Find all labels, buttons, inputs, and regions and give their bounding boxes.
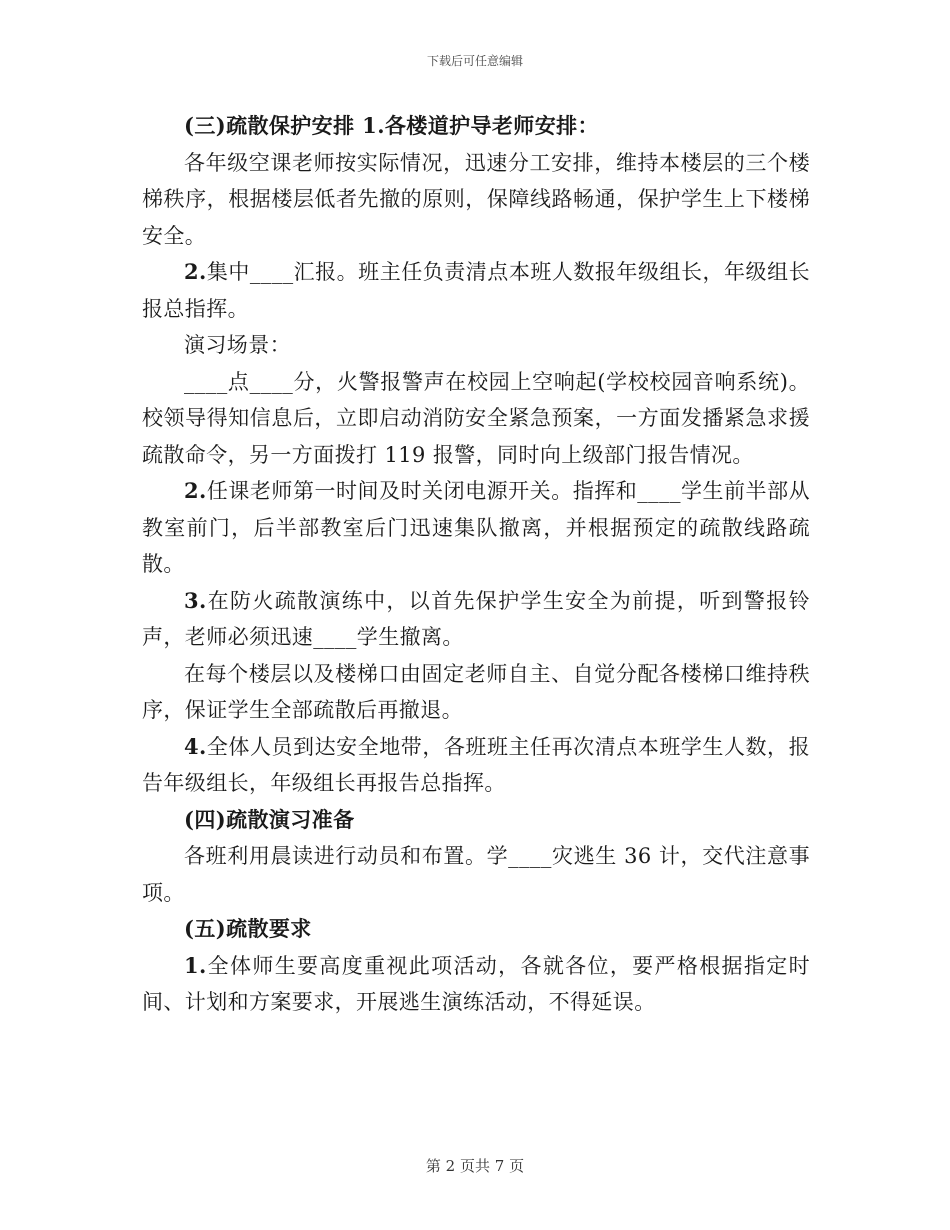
paragraph-text: 集中____汇报。班主任负责清点本班人数报年级组长，年级组长报总指挥。 [142, 260, 810, 321]
page-header: 下载后可任意编辑 [426, 54, 523, 68]
paragraph-text: 全体人员到达安全地带，各班班主任再次清点本班学生人数，报告年级组长，年级组长再报告总指挥。 [142, 734, 810, 795]
paragraph-text: 各班利用晨读进行动员和布置。学____灾逃生 36 计，交代注意事项。 [142, 844, 810, 905]
section-heading-5 [142, 911, 810, 948]
item-number: 2. [184, 478, 207, 503]
numbered-paragraph [142, 729, 810, 802]
paragraph-text: (四)疏散演习准备 [184, 806, 355, 832]
item-number: 4. [184, 733, 207, 759]
paragraph-text: (三)疏散保护安排 1.各楼道护导老师安排： [184, 113, 599, 138]
paragraph-text: 各年级空课老师按实际情况，迅速分工安排，维持本楼层的三个楼梯秩序，根据楼层低者先撤的原则，保障线路畅通，保护学生上下楼梯安全。 [142, 150, 810, 248]
paragraph [142, 656, 810, 729]
paragraph-text: 在防火疏散演练中，以首先保护学生安全为前提，听到警报铃声，老师必须迅速____学生撤离。 [142, 588, 810, 649]
paragraph [142, 327, 810, 364]
section-heading-3 [142, 108, 810, 145]
paragraph-text: ____点____分，火警报警声在校园上空响起(学校校园音响系统)。校领导得知信息后，立即启动消防安全紧急预案，一方面发播紧急求援疏散命令，另一方面拨打 119 报警，同时向上级部门报告情况。 [142, 369, 810, 467]
paragraph [142, 838, 810, 911]
paragraph-text: 演习场景： [184, 333, 291, 357]
numbered-paragraph [142, 583, 810, 656]
section-heading-4 [142, 802, 810, 839]
numbered-paragraph [142, 473, 810, 583]
paragraph-text: 在每个楼层以及楼梯口由固定老师自主、自觉分配各楼梯口维持秩序，保证学生全部疏散后再撤退。 [142, 661, 810, 722]
item-number: 2. [184, 259, 207, 284]
paragraph-text: (五)疏散要求 [184, 916, 312, 941]
paragraph-text: 全体师生要高度重视此项活动，各就各位，要严格根据指定时间、计划和方案要求，开展逃生演练活动，不得延误。 [142, 953, 810, 1014]
item-number: 3. [184, 587, 207, 613]
document-body [142, 108, 810, 1021]
numbered-paragraph [142, 254, 810, 327]
numbered-paragraph [142, 948, 810, 1021]
paragraph-text: 任课老师第一时间及时关闭电源开关。指挥和____学生前半部从教室前门，后半部教室后门迅速集队撤离，并根据预定的疏散线路疏散。 [142, 479, 810, 576]
page-footer: 第 2 页共 7 页 [425, 1157, 525, 1175]
paragraph [142, 145, 810, 255]
item-number: 1. [184, 952, 207, 978]
paragraph [142, 364, 810, 474]
